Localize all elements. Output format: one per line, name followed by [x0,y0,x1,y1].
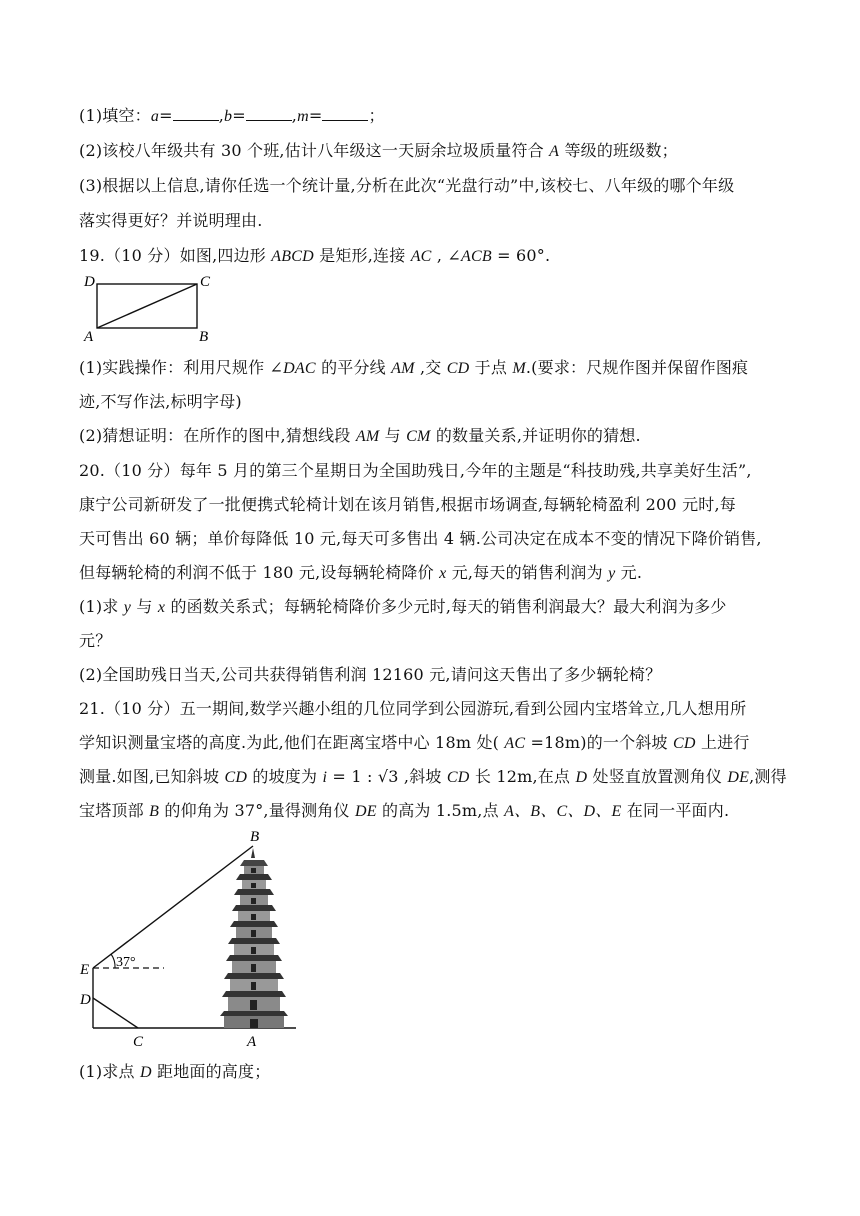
angle-arc [111,954,115,968]
q20-line4: 但每辆轮椅的利润不低于 180 元,设每辆轮椅降价 x 元,每天的销售利润为 y 元. [79,563,643,582]
q21-line1: 21.（10 分）五一期间,数学兴趣小组的几位同学到公园游玩,看到公园内宝塔耸立,几人想用所 [79,699,747,718]
angle-label: 37° [116,955,136,970]
q18-part2: (2)该校八年级共有 30 个班,估计八年级这一天厨余垃圾质量符合 A 等级的班级数； [79,141,678,160]
answer-blank-a[interactable] [173,106,219,121]
q21-line2: 学知识测量宝塔的高度.为此,他们在距离宝塔中心 18m 处( AC =18m)的一个斜坡 CD 上进行 [79,733,750,752]
label-D: D [84,274,95,290]
q21-part1: (1)求点 D 距地面的高度； [79,1062,271,1081]
q19-part2: (2)猜想证明：在所作的图中,猜想线段 AM 与 CM 的数量关系,并证明你的猜想. [79,426,641,445]
label-B: B [250,829,260,845]
answer-blank-m[interactable] [322,106,368,121]
q20-part2: (2)全国助残日当天,公司共获得销售利润 12160 元,请问这天售出了多少辆轮椅？ [79,665,662,684]
q18-part3-line2: 落实得更好？并说明理由. [79,211,263,230]
pagoda-figure [78,826,308,1048]
q20-line1: 20.（10 分）每年 5 月的第三个星期日为全国助残日,今年的主题是“科技助残,共享美好生活”, [79,461,752,480]
q21-line4: 宝塔顶部 B 的仰角为 37°,量得测角仪 DE 的高为 1.5m,点 A、B、C、D、E 在同一平面内. [79,801,730,820]
q21-line3: 测量.如图,已知斜坡 CD 的坡度为 i = 1 : √3 ,斜坡 CD 长 12m,在点 D 处竖直放置测角仪 DE,测得 [79,767,787,786]
label-A: A [247,1034,257,1048]
q20-line2: 康宁公司新研发了一批便携式轮椅计划在该月销售,根据市场调查,每辆轮椅盈利 200 元时,每 [79,495,736,514]
q19-part1-line1: (1)实践操作：利用尺规作 ∠DAC 的平分线 AM ,交 CD 于点 M.(要求：尺规作图并保留作图痕 [79,358,749,377]
q18-part1: (1)填空：a= ,b= ,m= ； [79,106,385,125]
diagonal-ac [97,284,197,328]
q19-part1-line2: 迹,不写作法,标明字母) [79,392,242,411]
sight-line-eb [93,846,253,968]
slope-cd [93,998,138,1028]
label-C: C [200,274,211,290]
rectangle-figure [78,272,228,347]
q20-part1-line1: (1)求 y 与 x 的函数关系式；每辆轮椅降价多少元时,每天的销售利润最大？最大利润为多少 [79,597,727,616]
label-E: E [80,962,90,978]
label-B: B [199,329,209,345]
q20-part1-line2: 元？ [79,631,112,650]
q20-line3: 天可售出 60 辆；单价每降低 10 元,每天可多售出 4 辆.公司决定在成本不变的情况下降价销售, [79,529,762,548]
pagoda-image [220,848,288,1028]
q18-part3-line1: (3)根据以上信息,请你任选一个统计量,分析在此次“光盘行动”中,该校七、八年级的哪个年级 [79,176,735,195]
label-A: A [84,329,94,345]
q19-stem: 19.（10 分）如图,四边形 ABCD 是矩形,连接 AC , ∠ACB = 60°. [79,246,551,265]
label-C: C [133,1034,144,1048]
label-D: D [80,992,91,1008]
answer-blank-b[interactable] [246,106,292,121]
